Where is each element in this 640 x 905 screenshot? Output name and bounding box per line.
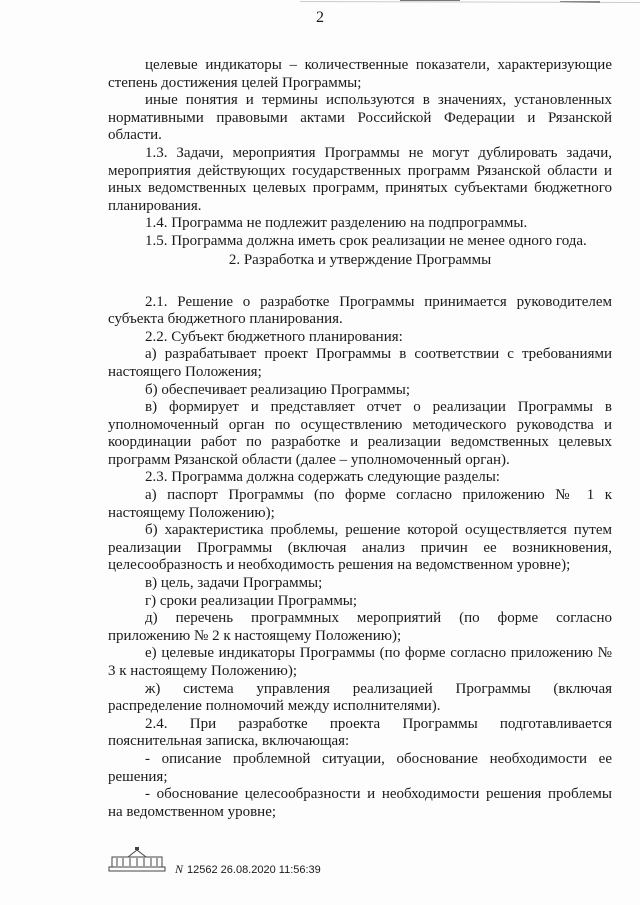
registration-text: 12562 26.08.2020 11:56:39 (187, 864, 321, 876)
paragraph: целевые индикаторы – количественные показатели, характеризующие степень достижения целей Программы; (108, 57, 612, 91)
scan-edge-noise (0, 0, 640, 6)
paragraph: е) целевые индикаторы Программы (по форме согласно приложению № 3 к настоящему Положению); (108, 645, 612, 679)
page-number: 2 (316, 9, 324, 26)
paragraph: - описание проблемной ситуации, обоснование необходимости ее решения; (108, 750, 612, 785)
paragraph: 1.3. Задачи, мероприятия Программы не могут дублировать задачи, мероприятия действующих государственных программ Рязанской области и иных ведомственных целевых программ, принятых субъектами бюджетного планирования. (108, 144, 612, 214)
paragraph: а) паспорт Программы (по форме согласно приложению № 1 к настоящему Положению); (108, 487, 612, 521)
paragraph: в) формирует и представляет отчет о реализации Программы в уполномоченный орган по осуществлению методического руководства и координации работ по разработке и реализации ведомственных целевых программ Рязанской области (далее – уполномоченный орган). (108, 399, 612, 468)
paragraph: б) обеспечивает реализацию Программы; (145, 381, 410, 398)
paragraph: - обоснование целесообразности и необходимости решения проблемы на ведомственном уровне; (108, 786, 612, 820)
paragraph: иные понятия и термины используются в значениях, установленных нормативными правовыми актами Российской Федерации и Рязанской области. (108, 92, 612, 144)
footer (108, 847, 508, 877)
paragraph: в) цель, задачи Программы; (145, 575, 323, 592)
paragraph: г) сроки реализации Программы; (145, 592, 358, 609)
registration-stamp (175, 862, 321, 877)
paragraph: 2.3. Программа должна содержать следующие разделы: (145, 469, 500, 486)
section-heading: 2. Разработка и утверждение Программы (228, 251, 492, 268)
paragraph: б) характеристика проблемы, решение которой осуществляется путем реализации Программы (включая анализ причин ее возникновения, целесообразность и необходимость решения на ведомственном уровне); (108, 522, 612, 574)
paragraph: 2.4. При разработке проекта Программы подготавливается пояснительная записка, включающая: (108, 715, 612, 750)
paragraph: д) перечень программных мероприятий (по форме согласно приложению № 2 к настоящему Положению); (108, 610, 612, 644)
paragraph: ж) система управления реализацией Программы (включая распределение полномочий между исполнителями). (108, 680, 612, 715)
paragraph: 1.5. Программа должна иметь срок реализации не менее одного года. (145, 232, 587, 249)
paragraph: 2.1. Решение о разработке Программы принимается руководителем субъекта бюджетного планирования. (108, 293, 612, 328)
document-body (108, 57, 612, 821)
paragraph: 2.2. Субъект бюджетного планирования: (145, 328, 403, 345)
paragraph: а) разрабатывает проект Программы в соответствии с требованиями настоящего Положения; (108, 346, 612, 380)
government-building-stamp-icon (108, 847, 166, 873)
paragraph: 1.4. Программа не подлежит разделению на подпрограммы. (145, 215, 528, 232)
registration-mark: N (175, 862, 184, 876)
